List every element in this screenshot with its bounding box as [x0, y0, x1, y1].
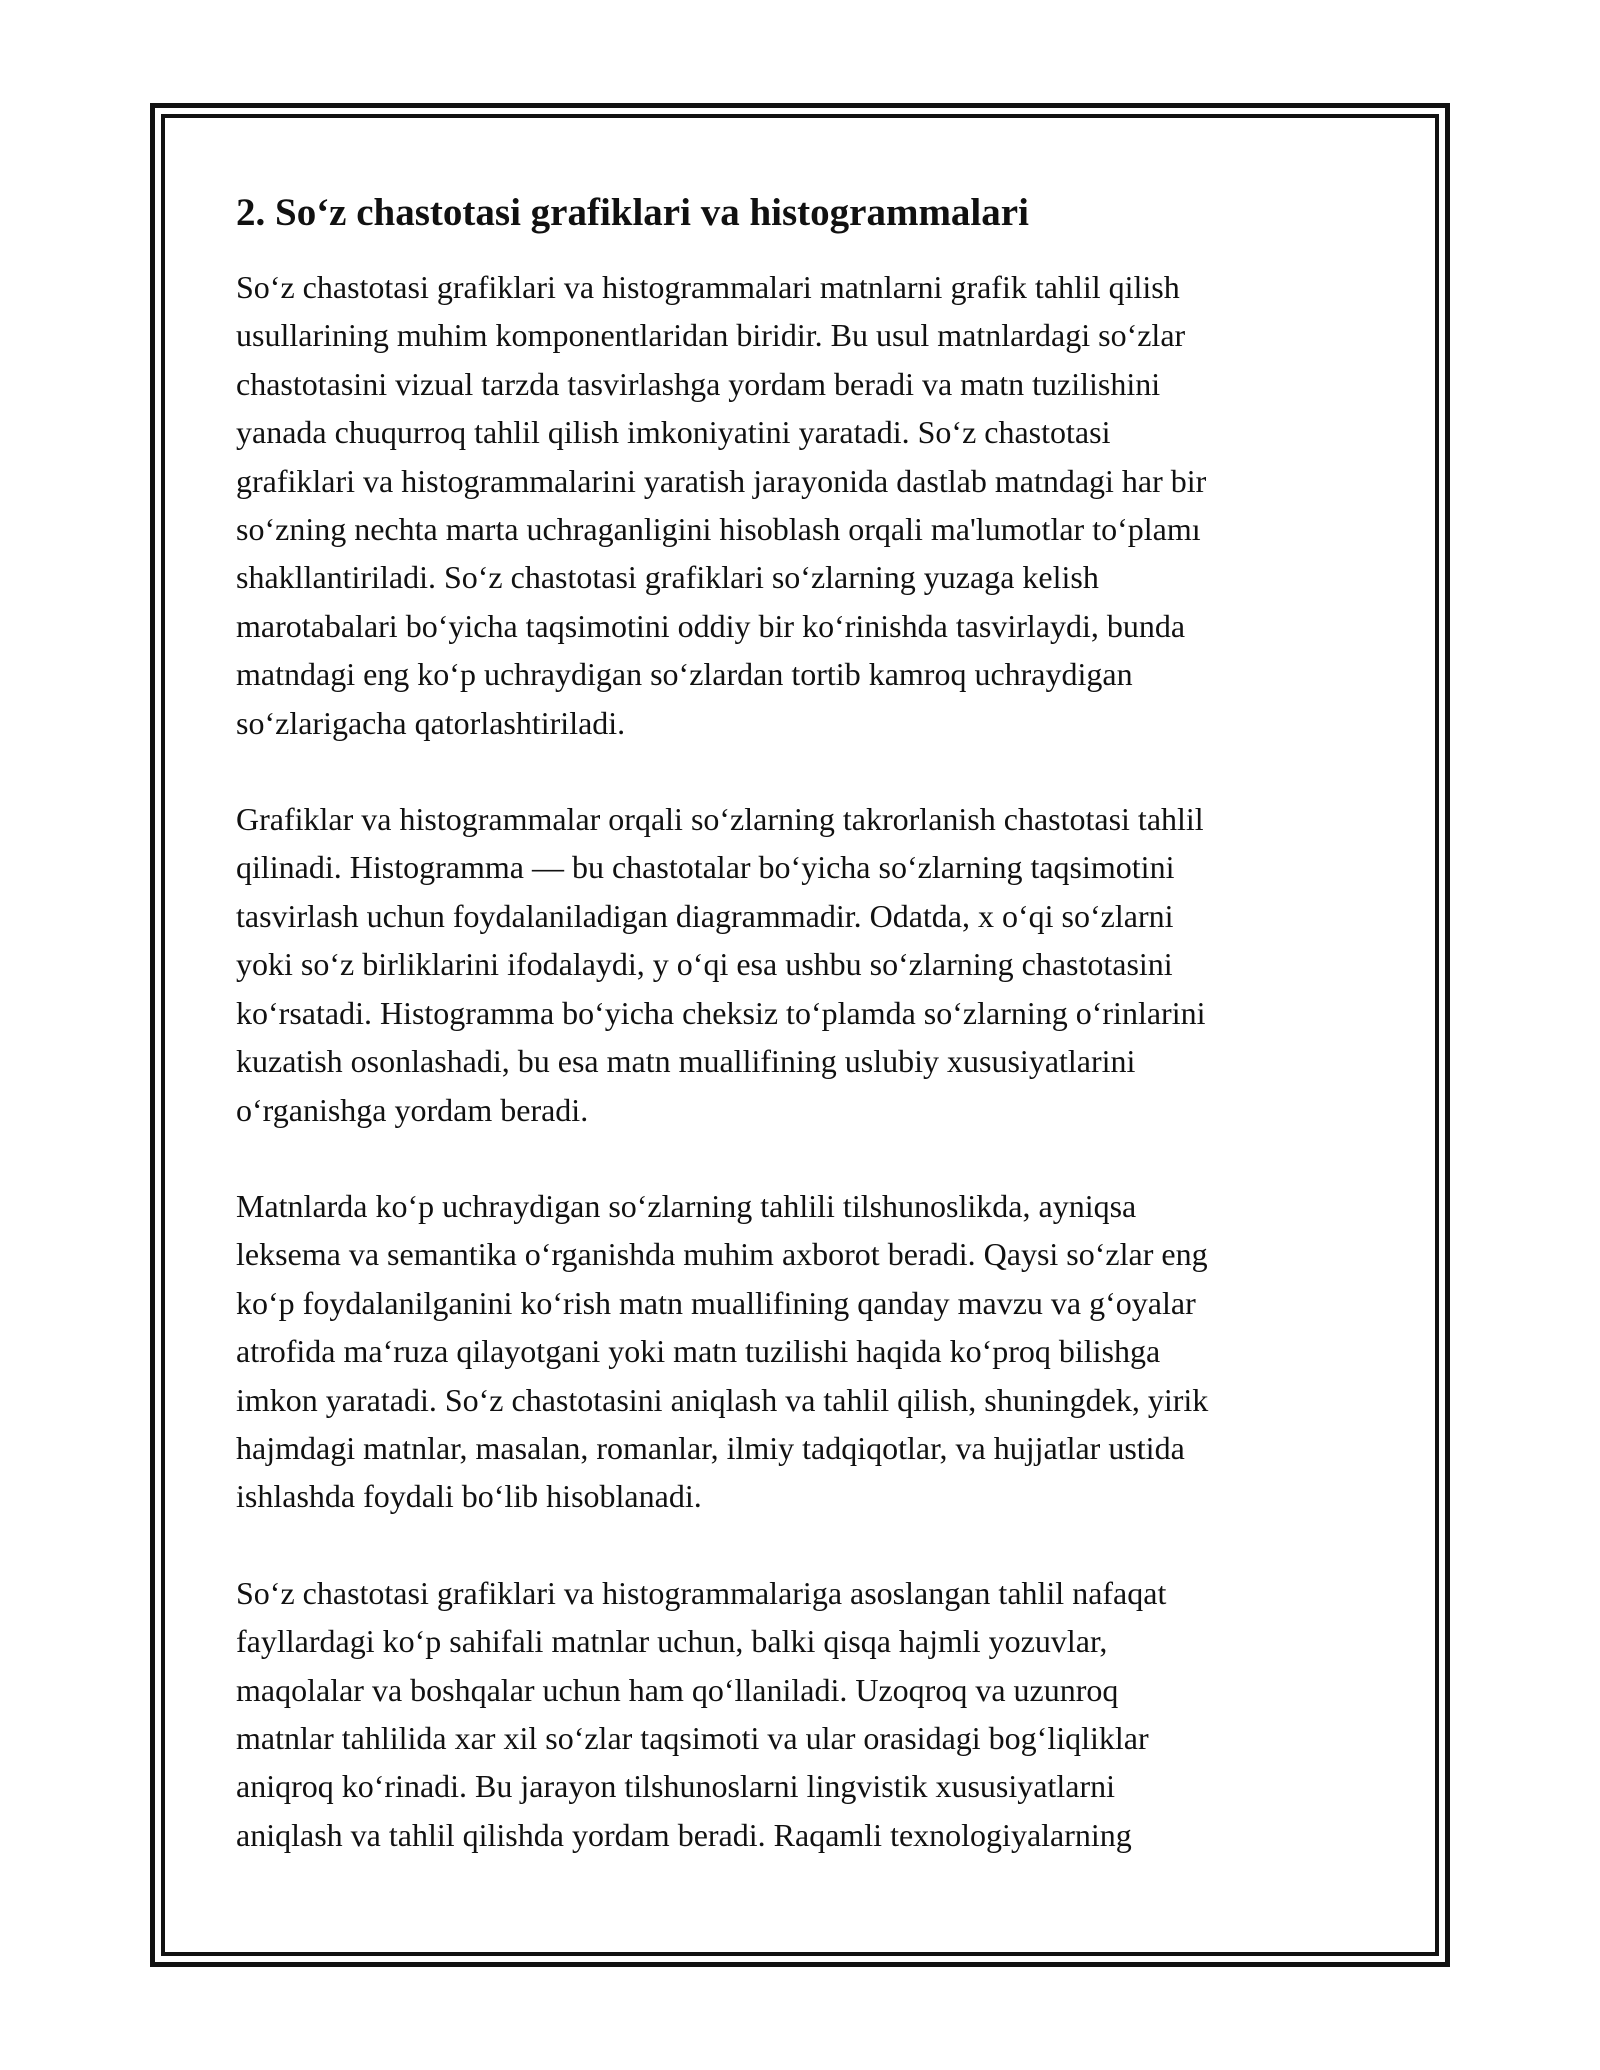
- text-line: chastotasini vizual tarzda tasvirlashga yordam beradi va matn tuzilishini: [236, 365, 1161, 402]
- section-heading: 2. So‘z chastotasi grafiklari va histogrammalari: [236, 191, 1029, 234]
- text-line: aniqlash va tahlil qilishda yordam beradi. Raqamli texnologiyalarning: [236, 1816, 1132, 1853]
- text-line: Matnlarda ko‘p uchraydigan so‘zlarning tahlili tilshunoslikda, ayniqsa: [236, 1187, 1137, 1224]
- text-line: atrofida ma‘ruza qilayotgani yoki matn tuzilishi haqida ko‘proq bilishga: [236, 1333, 1161, 1370]
- text-line: matndagi eng ko‘p uchraydigan so‘zlardan tortib kamroq uchraydigan: [236, 656, 1133, 693]
- paragraph-3: [236, 1182, 1366, 1521]
- text-line: ishlashda foydali bo‘lib hisoblanadi.: [236, 1478, 702, 1515]
- text-line: maqolalar va boshqalar uchun ham qo‘llaniladi. Uzoqroq va uzunroq: [236, 1671, 1119, 1708]
- text-line: shakllantiriladi. So‘z chastotasi grafiklari so‘zlarning yuzaga kelish: [236, 559, 1099, 596]
- text-line: ko‘p foydalanilganini ko‘rish matn muallifining qanday mavzu va g‘oyalar: [236, 1284, 1196, 1321]
- text-line: So‘z chastotasi grafiklari va histogrammalariga asoslangan tahlil nafaqat: [236, 1574, 1167, 1611]
- text-line: o‘rganishga yordam beradi.: [236, 1091, 589, 1128]
- text-line: hajmdagi matnlar, masalan, romanlar, ilmiy tadqiqotlar, va hujjatlar ustida: [236, 1429, 1185, 1466]
- text-line: fayllardagi ko‘p sahifali matnlar uchun, balki qisqa hajmli yozuvlar,: [236, 1623, 1108, 1660]
- text-line: so‘zning nechta marta uchraganligini hisoblash orqali ma'lumotlar to‘plamı: [236, 511, 1201, 548]
- paragraph-2: [236, 795, 1366, 1134]
- paragraph-1: [236, 263, 1366, 747]
- text-line: kuzatish osonlashadi, bu esa matn muallifining uslubiy xususiyatlarini: [236, 1043, 1136, 1080]
- text-line: ko‘rsatadi. Histogramma bo‘yicha cheksiz to‘plamda so‘zlarning o‘rinlarini: [236, 994, 1206, 1031]
- text-line: imkon yaratadi. So‘z chastotasini aniqlash va tahlil qilish, shuningdek, yirik: [236, 1381, 1209, 1418]
- text-line: marotabalari bo‘yicha taqsimotini oddiy bir ko‘rinishda tasvirlaydi, bunda: [236, 607, 1186, 644]
- text-line: yanada chuqurroq tahlil qilish imkoniyatini yaratadi. So‘z chastotasi: [236, 414, 1111, 451]
- text-line: So‘z chastotasi grafiklari va histogrammalari matnlarni grafik tahlil qilish: [236, 269, 1180, 305]
- text-line: qilinadi. Histogramma — bu chastotalar bo‘yicha so‘zlarning taqsimotini: [236, 849, 1175, 886]
- text-line: matnlar tahlilida xar xil so‘zlar taqsimoti va ular orasidagi bog‘liqliklar: [236, 1719, 1149, 1756]
- text-line: Grafiklar va histogrammalar orqali so‘zlarning takrorlanish chastotasi tahlil: [236, 801, 1204, 838]
- text-line: grafiklari va histogrammalarini yaratish jarayonida dastlab matndagi har bir: [236, 462, 1207, 499]
- text-line: aniqroq ko‘rinadi. Bu jarayon tilshunoslarni lingvistik xususiyatlarni: [236, 1768, 1115, 1805]
- page-content: [236, 185, 1366, 1907]
- paragraph-4: [236, 1569, 1366, 1859]
- text-line: yoki so‘z birliklarini ifodalaydi, y o‘qi esa ushbu so‘zlarning chastotasini: [236, 946, 1173, 983]
- text-line: tasvirlash uchun foydalaniladigan diagrammadir. Odatda, x o‘qi so‘zlarni: [236, 897, 1174, 934]
- text-line: leksema va semantika o‘rganishda muhim axborot beradi. Qaysi so‘zlar eng: [236, 1236, 1208, 1273]
- text-line: so‘zlarigacha qatorlashtiriladi.: [236, 704, 626, 741]
- text-line: usullarining muhim komponentlaridan biridir. Bu usul matnlardagi so‘zlar: [236, 317, 1186, 354]
